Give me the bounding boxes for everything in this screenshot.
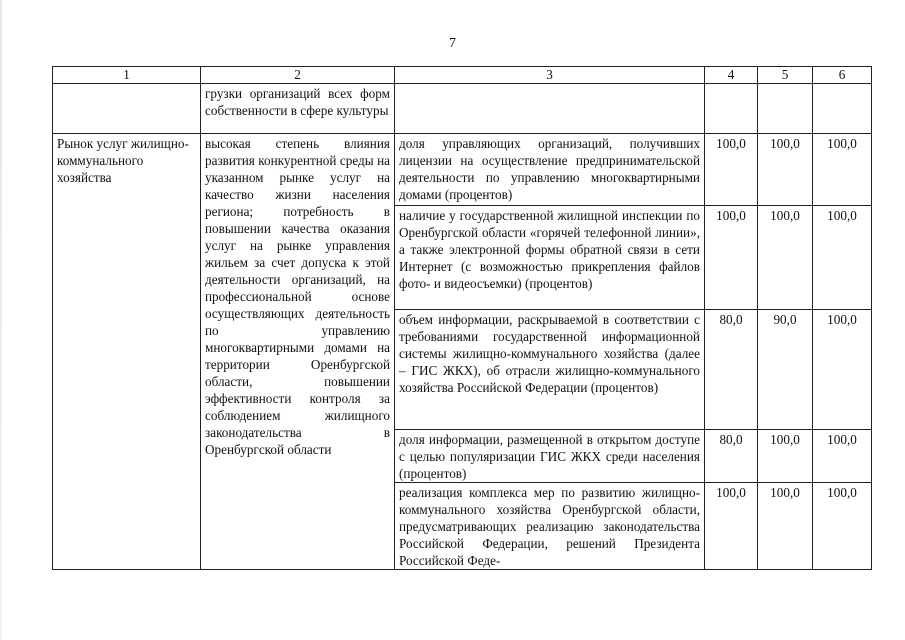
table-row [53, 134, 872, 206]
indicator-value-col6: 100,0 [813, 310, 872, 430]
continuation-col4 [705, 84, 758, 134]
indicator-value-col5: 100,0 [758, 206, 813, 310]
header-col-3: 3 [395, 67, 705, 84]
continuation-col6 [813, 84, 872, 134]
indicator-value-col5: 90,0 [758, 310, 813, 430]
indicators-table [52, 66, 872, 570]
header-col-2: 2 [201, 67, 395, 84]
indicator-text: наличие у государственной жилищной инспекции по Оренбургской области «горячей телефонной линии», а также электронной формы обратной связи в сети Интернет (с возможностью прикрепления файлов фото- и видеосъемки) (процентов) [395, 206, 705, 310]
indicator-text: реализация комплекса мер по развитию жилищно-коммунального хозяйства Оренбургской области, предусматривающих реализацию законодательства Российской Федерации, решений Президента Российской Феде- [395, 483, 705, 570]
indicator-value-col6: 100,0 [813, 134, 872, 206]
header-row [53, 67, 872, 84]
indicator-text: объем информации, раскрываемой в соответствии с требованиями государственной информационной системы жилищно-коммунального хозяйства (далее – ГИС ЖКХ), об отрасли жилищно-коммунального хозяйства Российской Федерации (процентов) [395, 310, 705, 430]
indicator-value-col5: 100,0 [758, 134, 813, 206]
header-col-4: 4 [705, 67, 758, 84]
market-name: Рынок услуг жилищно-коммунального хозяйства [53, 134, 201, 570]
indicator-value-col4: 100,0 [705, 206, 758, 310]
indicator-text: доля управляющих организаций, получивших лицензии на осуществление предпринимательской деятельности по управлению многоквартирными домами (процентов) [395, 134, 705, 206]
indicator-value-col5: 100,0 [758, 483, 813, 570]
indicator-value-col6: 100,0 [813, 206, 872, 310]
indicator-value-col4: 80,0 [705, 430, 758, 483]
header-col-5: 5 [758, 67, 813, 84]
continuation-col5 [758, 84, 813, 134]
page-number: 7 [449, 36, 456, 51]
header-col-6: 6 [813, 67, 872, 84]
continuation-col2: грузки организаций всех форм собственности в сфере культуры [201, 84, 395, 134]
continuation-col3 [395, 84, 705, 134]
indicator-value-col4: 100,0 [705, 483, 758, 570]
market-description: высокая степень влияния развития конкурентной среды на указанном рынке услуг на качество жизни населения региона; потребность в повышении качества оказания услуг на рынке управления жильем за счет допуска к этой деятельности организаций, на профессиональной основе осуществляющих деятельность по управлению многоквартирными домами на территории Оренбургской области, повышении эффективности контроля за соблюдением жилищного законодательства в Оренбургской области [201, 134, 395, 570]
indicator-value-col6: 100,0 [813, 430, 872, 483]
continuation-row [53, 84, 872, 134]
indicator-value-col4: 100,0 [705, 134, 758, 206]
scan-edge-shadow [0, 0, 2, 640]
indicator-text: доля информации, размещенной в открытом доступе с целью популяризации ГИС ЖКХ среди населения (процентов) [395, 430, 705, 483]
indicator-value-col4: 80,0 [705, 310, 758, 430]
header-col-1: 1 [53, 67, 201, 84]
indicator-value-col5: 100,0 [758, 430, 813, 483]
indicator-value-col6: 100,0 [813, 483, 872, 570]
continuation-col1 [53, 84, 201, 134]
